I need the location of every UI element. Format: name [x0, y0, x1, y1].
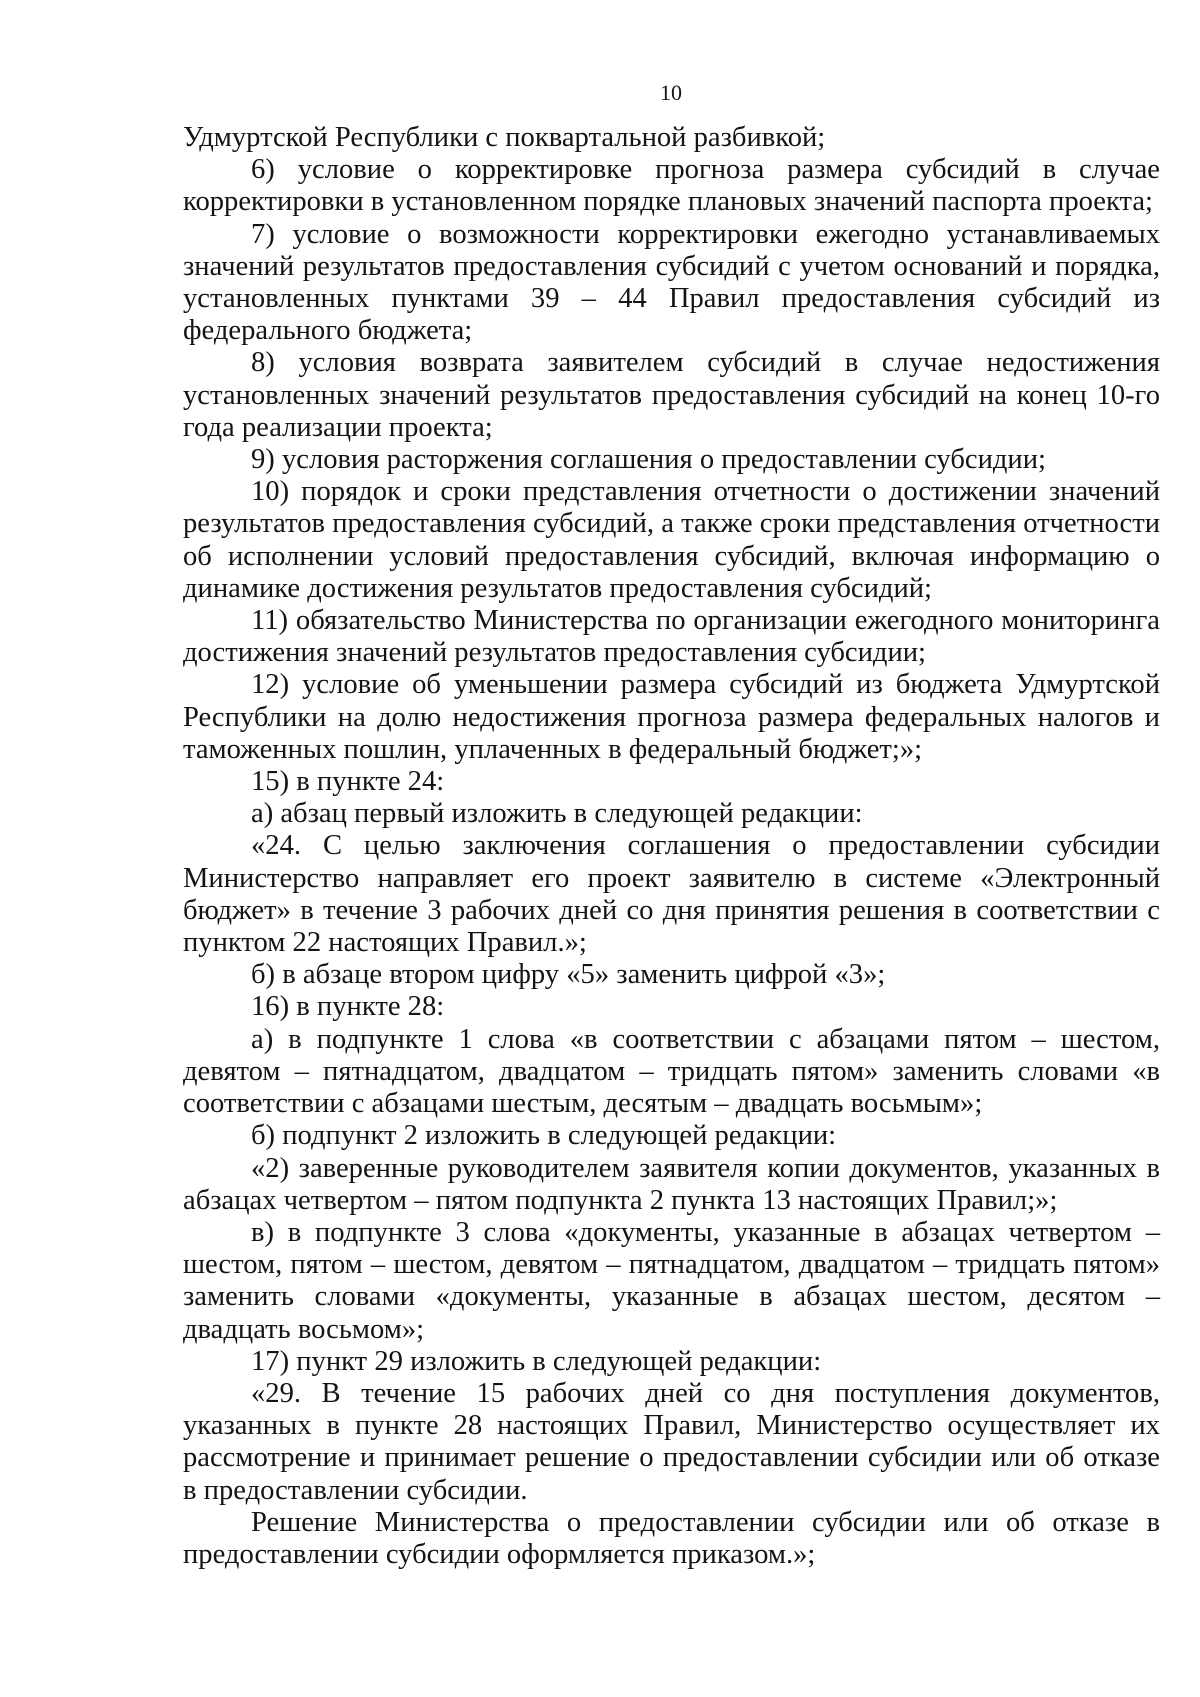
paragraph: б) в абзаце втором цифру «5» заменить цифрой «3»; — [251, 959, 886, 991]
paragraph: 11) обязательство Министерства по организации ежегодного мониторинга достижения значений результатов предоставления субсидии; — [183, 605, 1160, 669]
paragraph: в) в подпункте 3 слова «документы, указанные в абзацах четвертом – шестом, пятом – шестом, девятом – пятнадцатом, двадцатом – тридцать пятом» заменить словами «документы, указанные в абзацах шестом, десятом – двадцать восьмом»; — [183, 1216, 1160, 1345]
paragraph: «2) заверенные руководителем заявителя копии документов, указанных в абзацах четвертом – пятом подпункта 2 пункта 13 настоящих Правил;»; — [183, 1152, 1160, 1216]
paragraph: 6) условие о корректировке прогноза размера субсидий в случае корректировки в установленном порядке плановых значений паспорта проекта; — [183, 154, 1160, 218]
paragraph: «29. В течение 15 рабочих дней со дня поступления документов, указанных в пункте 28 настоящих Правил, Министерство осуществляет их рассмотрение и принимает решение о предоставлении субсидии или об отказе в предоставлении субсидии. — [183, 1377, 1160, 1506]
paragraph: 7) условие о возможности корректировки ежегодно устанавливаемых значений результатов предоставления субсидий с учетом оснований и порядка, установленных пунктами 39 – 44 Правил предоставления субсидий из федерального бюджета; — [183, 218, 1160, 347]
paragraph: 17) пункт 29 изложить в следующей редакции: — [251, 1345, 822, 1377]
paragraph: 8) условия возврата заявителем субсидий в случае недостижения установленных значений результатов предоставления субсидий на конец 10-го года реализации проекта; — [183, 347, 1160, 443]
paragraph: 15) в пункте 24: — [251, 766, 445, 798]
paragraph: а) абзац первый изложить в следующей редакции: — [251, 798, 863, 830]
paragraph: б) подпункт 2 изложить в следующей редакции: — [251, 1120, 837, 1152]
paragraph: Удмуртской Республики с поквартальной разбивкой; — [183, 122, 826, 153]
paragraph: 10) порядок и сроки представления отчетности о достижении значений результатов предоставления субсидий, а также сроки представления отчетности об исполнении условий предоставления субсидий, включая информацию о динамике достижения результатов предоставления субсидий; — [183, 476, 1160, 604]
paragraph: 9) условия расторжения соглашения о предоставлении субсидии; — [251, 444, 1046, 476]
document-body — [183, 122, 1160, 1571]
paragraph: а) в подпункте 1 слова «в соответствии с абзацами пятом – шестом, девятом – пятнадцатом, двадцатом – тридцать пятом» заменить словами «в соответствии с абзацами шестым, десятым – двадцать восьмым»; — [183, 1023, 1160, 1120]
paragraph: 12) условие об уменьшении размера субсидий из бюджета Удмуртской Республики на долю недостижения прогноза размера федеральных налогов и таможенных пошлин, уплаченных в федеральный бюджет;»; — [183, 669, 1160, 765]
paragraph: «24. С целью заключения соглашения о предоставлении субсидии Министерство направляет его проект заявителю в системе «Электронный бюджет» в течение 3 рабочих дней со дня принятия решения в соответствии с пунктом 22 настоящих Правил.»; — [183, 830, 1160, 959]
paragraph: Решение Министерства о предоставлении субсидии или об отказе в предоставлении субсидии оформляется приказом.»; — [183, 1506, 1160, 1570]
page-number: 10 — [660, 80, 682, 105]
paragraph: 16) в пункте 28: — [251, 991, 445, 1023]
